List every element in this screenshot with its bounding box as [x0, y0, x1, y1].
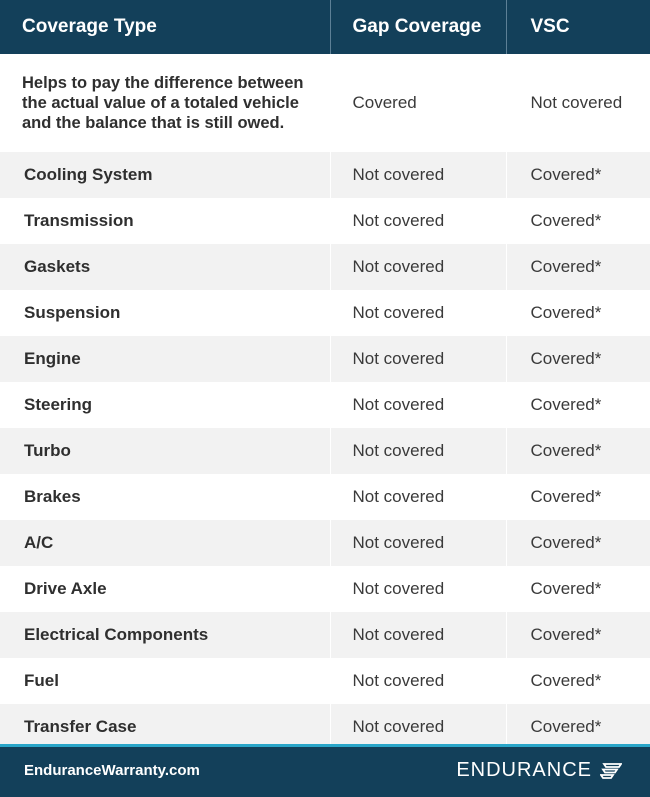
table-row [0, 474, 650, 520]
table-row [0, 244, 650, 290]
header-coverage-type: Coverage Type [22, 16, 157, 37]
row-vsc-value: Covered* [506, 244, 650, 290]
row-type: Electrical Components [24, 625, 209, 644]
row-type: Gaskets [24, 257, 91, 276]
row-gap-value: Not covered [330, 198, 506, 244]
row-vsc-value: Covered* [506, 152, 650, 198]
row-type: Fuel [24, 671, 59, 690]
row-vsc-value: Covered* [506, 428, 650, 474]
row-type: Helps to pay the difference between the actual value of a totaled vehicle and the balance that is still owed. [22, 74, 304, 132]
brand-logo [456, 759, 622, 782]
row-gap-value: Not covered [330, 520, 506, 566]
row-type: Engine [24, 349, 81, 368]
row-vsc-value: Covered* [506, 474, 650, 520]
table-row [0, 612, 650, 658]
header-vsc: VSC [506, 0, 650, 54]
row-gap-value: Not covered [330, 612, 506, 658]
row-vsc-value: Covered* [506, 520, 650, 566]
row-type: Steering [24, 395, 93, 414]
row-vsc-value: Covered* [506, 198, 650, 244]
table-row [0, 152, 650, 198]
row-gap-value: Not covered [330, 474, 506, 520]
row-gap-value: Not covered [330, 658, 506, 704]
row-type: Turbo [24, 441, 71, 460]
row-gap-value: Not covered [330, 428, 506, 474]
row-vsc-value: Covered* [506, 658, 650, 704]
row-gap-value: Not covered [330, 290, 506, 336]
row-gap-value: Not covered [330, 382, 506, 428]
row-vsc-value: Covered* [506, 566, 650, 612]
endurance-logo-icon [600, 763, 622, 779]
row-type: Transmission [24, 211, 134, 230]
row-type: Brakes [24, 487, 81, 506]
row-gap-value: Not covered [330, 152, 506, 198]
row-gap-value: Not covered [330, 566, 506, 612]
table-header [0, 0, 650, 54]
header-row [0, 0, 650, 54]
row-gap-value: Not covered [330, 244, 506, 290]
table-row [0, 658, 650, 704]
footer-bar [0, 744, 650, 797]
row-type: Drive Axle [24, 579, 107, 598]
row-vsc-value: Not covered [506, 54, 650, 152]
row-type: Transfer Case [24, 717, 137, 736]
brand-wordmark: ENDURANCE [456, 759, 592, 781]
row-vsc-value: Covered* [506, 612, 650, 658]
table-row-description [0, 54, 650, 152]
row-vsc-value: Covered* [506, 290, 650, 336]
row-vsc-value: Covered* [506, 704, 650, 750]
row-type: Suspension [24, 303, 121, 322]
table-row [0, 198, 650, 244]
row-type: A/C [24, 533, 54, 552]
table-row [0, 428, 650, 474]
table-row [0, 336, 650, 382]
row-gap-value: Not covered [330, 704, 506, 750]
table-row [0, 520, 650, 566]
table-body [0, 54, 650, 750]
table-row [0, 566, 650, 612]
row-type: Cooling System [24, 165, 153, 184]
header-gap-coverage: Gap Coverage [330, 0, 506, 54]
row-gap-value: Covered [330, 54, 506, 152]
row-gap-value: Not covered [330, 336, 506, 382]
row-vsc-value: Covered* [506, 336, 650, 382]
row-vsc-value: Covered* [506, 382, 650, 428]
table-row [0, 290, 650, 336]
table-row [0, 382, 650, 428]
website-link[interactable]: EnduranceWarranty.com [24, 762, 200, 779]
